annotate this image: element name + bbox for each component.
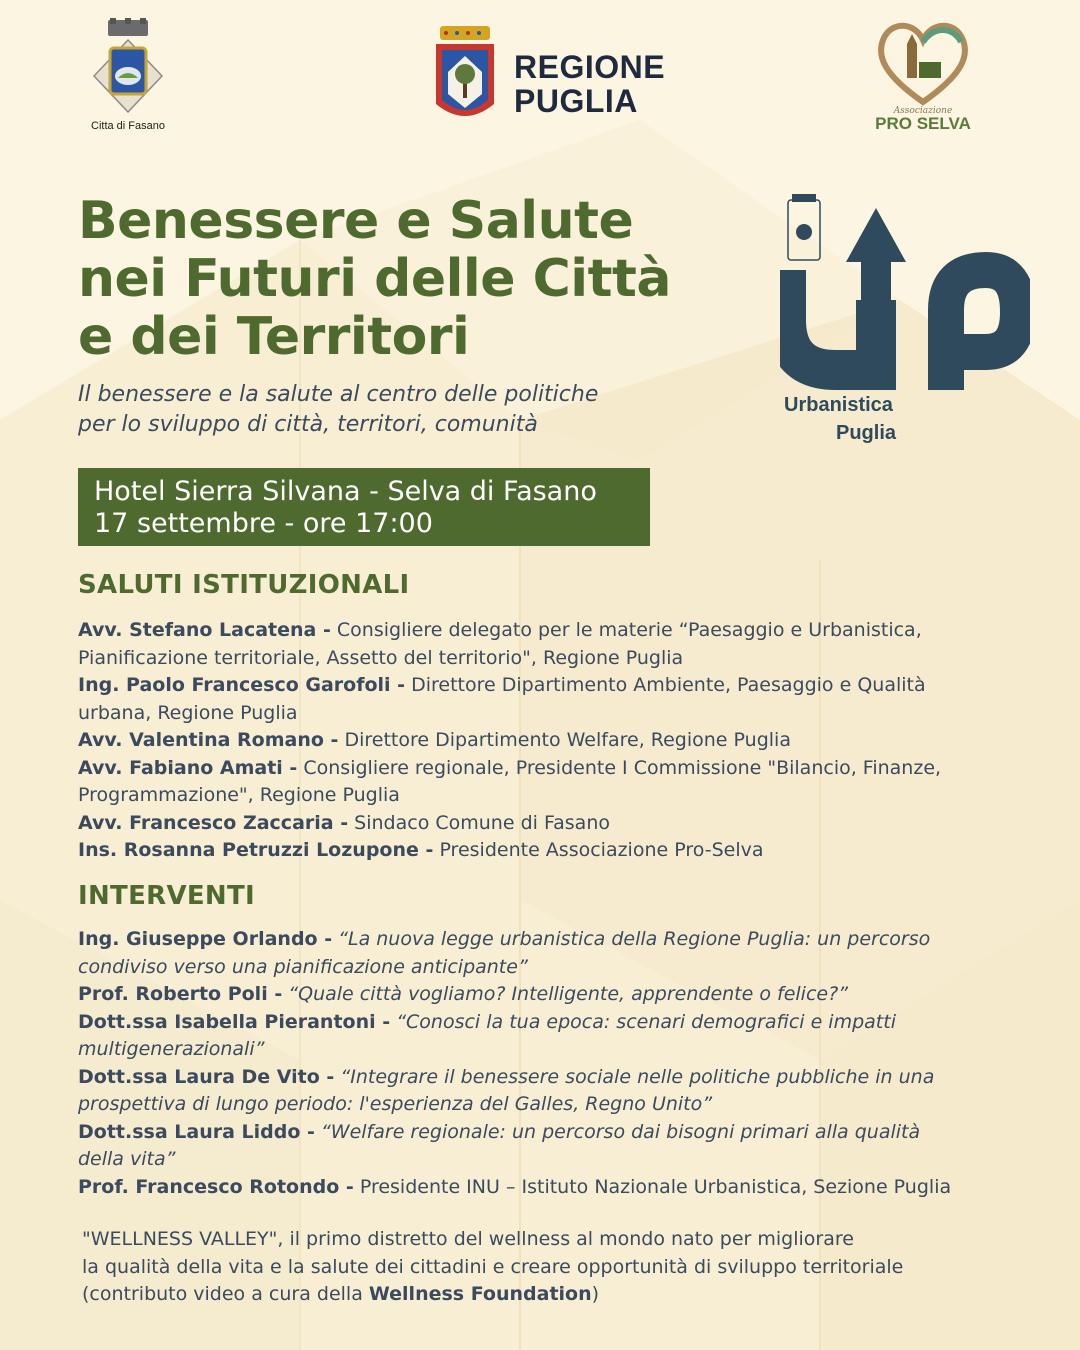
urbanistica-puglia-logo [780, 190, 1030, 450]
page-title [78, 192, 778, 366]
regione-puglia-crest-icon [432, 24, 498, 128]
list-item: Ing. Paolo Francesco Garofoli - Direttore Dipartimento Ambiente, Paesaggio e Qualità urbana, Regione Puglia [78, 674, 926, 724]
associazione-pro-selva-logo [868, 16, 978, 136]
title-line-2: nei Futuri delle Città [78, 249, 671, 309]
interventi-list [78, 926, 1038, 1201]
list-item: Avv. Stefano Lacatena - Consigliere delegato per le materie “Paesaggio e Urbanistica, Pianificazione territoriale, Assetto del territorio", Regione Puglia [78, 619, 922, 669]
list-item: Avv. Francesco Zaccaria - Sindaco Comune di Fasano [78, 811, 610, 834]
list-item: Prof. Roberto Poli - “Quale città vogliamo? Intelligente, apprendente o felice?” [78, 983, 849, 1005]
saluti-list [78, 617, 1038, 865]
up-logo-line-1: Urbanistica [784, 394, 893, 416]
citta-di-fasano-logo [78, 18, 178, 132]
title-line-1: Benessere e Salute [78, 191, 634, 251]
proselva-association-label: Associazione [893, 106, 953, 116]
wellness-foundation-name: Wellness Foundation [368, 1283, 592, 1305]
heart-tower-icon [873, 16, 973, 108]
list-item: Dott.ssa Isabella Pierantoni - “Conosci la tua epoca: scenari demografici e impatti multigenerazionali” [78, 1010, 896, 1060]
list-item: Dott.ssa Laura De Vito - “Integrare il benessere sociale nelle politiche pubbliche in una prospettiva di lungo periodo: l'esperienza del Galles, Regno Unito” [78, 1065, 935, 1115]
list-item: Avv. Valentina Romano - Direttore Dipartimento Welfare, Regione Puglia [78, 729, 791, 751]
wellness-valley-note: "WELLNESS VALLEY", il primo distretto del wellness al mondo nato per migliorare la qualità della vita e la salute dei cittadini e creare opportunità di sviluppo territoriale (contributo video a cura della Wellness Foundation) [82, 1228, 904, 1305]
proselva-name: PRO SELVA [875, 114, 971, 133]
saluti-heading: SALUTI ISTITUZIONALI [78, 570, 410, 600]
interventi-heading: INTERVENTI [78, 881, 256, 911]
list-item: Ins. Rosanna Petruzzi Lozupone - Presidente Associazione Pro-Selva [78, 839, 764, 861]
up-logo-line-2: Puglia [836, 422, 897, 444]
list-item: Prof. Francesco Rotondo - Presidente INU – Istituto Nazionale Urbanistica, Sezione Puglia [78, 1175, 952, 1198]
event-info-box [78, 468, 650, 546]
regione-puglia-name: REGIONE PUGLIA [514, 49, 666, 119]
list-item: Dott.ssa Laura Liddo - “Welfare regionale: un percorso dai bisogni primari alla qualità della vita” [78, 1120, 921, 1170]
list-item: Avv. Fabiano Amati - Consigliere regionale, Presidente I Commissione "Bilancio, Finanze, Programmazione", Regione Puglia [78, 756, 942, 806]
up-arrow-icon [780, 190, 1030, 390]
title-line-3: e dei Territori [78, 307, 470, 367]
subtitle: Il benessere e la salute al centro delle politiche per lo sviluppo di città, territori, comunità [78, 382, 599, 437]
list-item: Ing. Giuseppe Orlando - “La nuova legge urbanistica della Regione Puglia: un percorso condiviso verso una pianificazione anticipante” [78, 928, 931, 978]
event-place: Hotel Sierra Silvana - Selva di Fasano [94, 476, 597, 507]
event-datetime: 17 settembre - ore 17:00 [94, 508, 433, 539]
fasano-caption: Citta di Fasano [91, 120, 165, 132]
regione-puglia-logo [432, 24, 672, 134]
fasano-coat-of-arms-icon [86, 18, 170, 114]
